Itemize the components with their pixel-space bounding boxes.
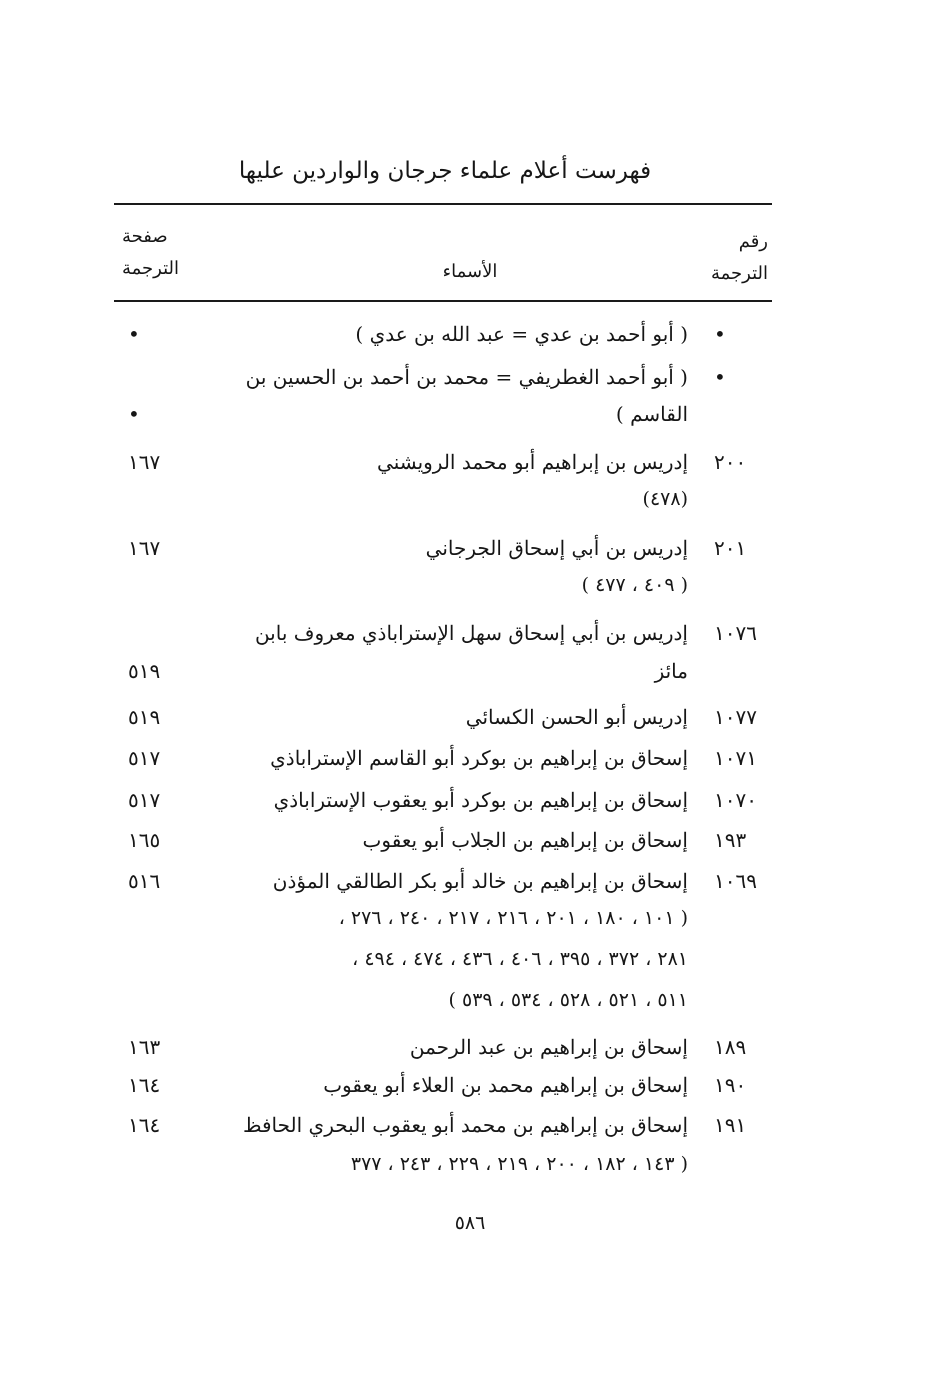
entry-name: إدريس بن إبراهيم أبو محمد الرويشني xyxy=(377,450,688,474)
entry-name: ( أبو أحمد الغطريفي = محمد بن أحمد بن الحسين بن xyxy=(245,365,688,389)
entry-references: ٥١١ ، ٥٢١ ، ٥٢٨ ، ٥٣٤ ، ٥٣٩ ) xyxy=(448,989,688,1011)
header-page-line2: الترجمة xyxy=(122,258,180,279)
entry-name: ( أبو أحمد بن عدي = عبد الله بن عدي ) xyxy=(355,322,688,346)
entry-page: ٥١٦ xyxy=(128,869,161,893)
header-bottom-rule xyxy=(114,300,772,302)
header-top-rule xyxy=(114,203,772,205)
entry-number: ٢٠٠ xyxy=(714,450,747,474)
entry-references: (٤٧٨) xyxy=(642,488,688,510)
header-names: الأسماء xyxy=(442,261,498,282)
entry-references: ( ٤٠٩ ، ٤٧٧ ) xyxy=(581,574,688,596)
entry-page: • xyxy=(128,322,140,346)
entry-references: ٢٨١ ، ٣٧٢ ، ٣٩٥ ، ٤٠٦ ، ٤٣٦ ، ٤٧٤ ، ٤٩٤ ، xyxy=(352,948,688,970)
header-page-ref xyxy=(122,221,179,285)
entry-name: إسحاق بن إبراهيم بن خالد أبو بكر الطالقي المؤذن xyxy=(272,869,688,893)
entry-number: • xyxy=(714,365,726,389)
entry-name: إسحاق بن إبراهيم بن عبد الرحمن xyxy=(409,1035,688,1059)
entry-page: ١٦٧ xyxy=(128,536,161,560)
header-number-line1: رقم xyxy=(738,231,768,252)
entry-references: ( ١٠١ ، ١٨٠ ، ٢٠١ ، ٢١٦ ، ٢١٧ ، ٢٤٠ ، ٢٧٦ ، xyxy=(338,907,688,929)
entry-name: إسحاق بن إبراهيم بن الجلاب أبو يعقوب xyxy=(362,828,688,852)
entry-page: ١٦٤ xyxy=(128,1073,161,1097)
entry-number: ١٠٧٧ xyxy=(714,705,757,729)
entry-page: ٥١٩ xyxy=(128,659,161,683)
entry-references: ( ١٤٣ ، ١٨٢ ، ٢٠٠ ، ٢١٩ ، ٢٢٩ ، ٢٤٣ ، ٣٧٧ xyxy=(350,1153,688,1175)
header-number-line2: الترجمة xyxy=(710,263,768,284)
entry-page: ١٦٥ xyxy=(128,828,161,852)
entry-page: ١٦٧ xyxy=(128,450,161,474)
entry-number: ١٩٠ xyxy=(714,1073,747,1097)
entry-page: ١٦٤ xyxy=(128,1113,161,1137)
page-title: فهرست أعلام علماء جرجان والواردين عليها xyxy=(238,158,652,184)
page-number: ٥٨٦ xyxy=(454,1212,486,1234)
entry-number: ١٠٧٦ xyxy=(714,621,757,645)
entry-number: ١٩١ xyxy=(714,1113,747,1137)
entry-number: ١٩٣ xyxy=(714,828,747,852)
entry-name: إسحاق بن إبراهيم بن بوكرد أبو يعقوب الإستراباذي xyxy=(273,788,688,812)
entry-page: ٥١٧ xyxy=(128,746,161,770)
entry-name: إدريس بن أبي إسحاق الجرجاني xyxy=(425,536,688,560)
entry-number: ١٨٩ xyxy=(714,1035,747,1059)
entry-number: ٢٠١ xyxy=(714,536,747,560)
entry-number: • xyxy=(714,322,726,346)
entry-name-continued: القاسم ) xyxy=(615,402,688,426)
entry-number: ١٠٦٩ xyxy=(714,869,757,893)
entry-number: ١٠٧٠ xyxy=(714,788,757,812)
entry-name-continued: مائز xyxy=(654,659,688,683)
entry-page: ٥١٧ xyxy=(128,788,161,812)
entry-name: إسحاق بن إبراهيم محمد بن العلاء أبو يعقوب xyxy=(323,1073,688,1097)
entry-page: • xyxy=(128,402,140,426)
entry-name: إدريس بن أبي إسحاق سهل الإستراباذي معروف بابن xyxy=(254,621,688,645)
entry-name: إدريس أبو الحسن الكسائي xyxy=(465,705,688,729)
entry-page: ٥١٩ xyxy=(128,705,161,729)
header-entry-number xyxy=(711,226,768,290)
entry-page: ١٦٣ xyxy=(128,1035,161,1059)
entry-number: ١٠٧١ xyxy=(714,746,757,770)
entry-name: إسحاق بن إبراهيم بن بوكرد أبو القاسم الإستراباذي xyxy=(270,746,688,770)
header-page-line1: صفحة xyxy=(122,226,168,247)
entry-name: إسحاق بن إبراهيم بن محمد أبو يعقوب البحري الحافظ xyxy=(243,1113,688,1137)
